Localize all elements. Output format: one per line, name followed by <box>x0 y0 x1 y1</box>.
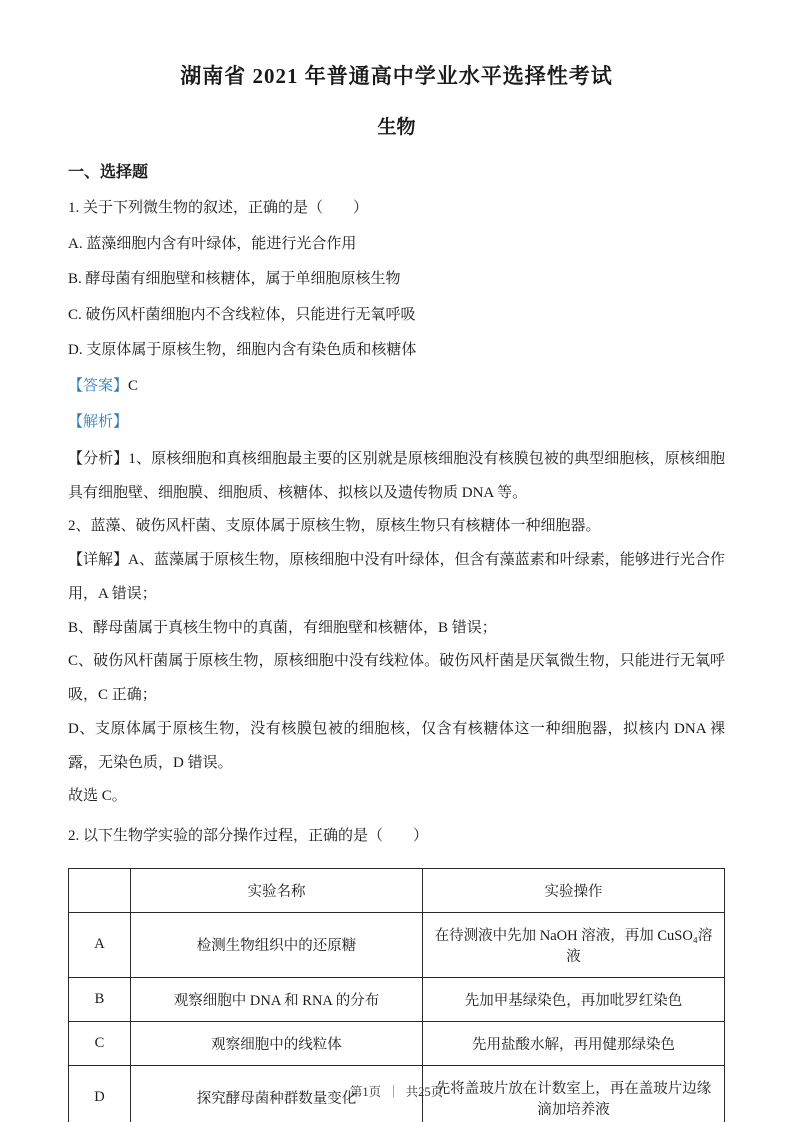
row-label: D <box>69 1065 131 1122</box>
q1-conclusion: 故选 C。 <box>68 788 127 805</box>
jiexi-tag: 【解析】 <box>68 414 129 431</box>
q1-jiexi-line <box>68 408 725 437</box>
q1-fenxi-paragraph-1 <box>68 443 725 511</box>
table-row <box>69 1021 725 1065</box>
table-row <box>69 912 725 977</box>
row-experiment-name: 观察细胞中的线粒体 <box>131 1021 423 1065</box>
row-label: B <box>69 977 131 1021</box>
row-experiment-name: 探究酵母菌种群数量变化 <box>131 1065 423 1122</box>
q1-fenxi-paragraph-2: 2、蓝藻、破伤风杆菌、支原体属于原核生物，原核生物只有核糖体一种细胞器。 <box>68 518 601 535</box>
xiangjie-text-a: A、蓝藻属于原核生物，原核细胞中没有叶绿体，但含有藻蓝素和叶绿素，能够进行光合作用，A 错误； <box>68 552 725 602</box>
q1-option-c: C. 破伤风杆菌细胞内不含线粒体，只能进行无氧呼吸 <box>68 306 416 323</box>
q1-xiangjie-paragraph-a <box>68 544 725 612</box>
answer-tag: 【答案】 <box>68 377 129 394</box>
page-subtitle: 生物 <box>377 117 416 138</box>
q1-option-d: D. 支原体属于原核生物，细胞内含有染色质和核糖体 <box>68 342 417 359</box>
row-label: A <box>69 912 131 977</box>
page-title: 湖南省 2021 年普通高中学业水平选择性考试 <box>180 64 613 88</box>
page-footer <box>0 1082 793 1100</box>
table-header-name: 实验名称 <box>131 868 423 912</box>
row-label: C <box>69 1021 131 1065</box>
table-row <box>69 977 725 1021</box>
table-header-blank <box>69 868 131 912</box>
q1-option-a: A. 蓝藻细胞内含有叶绿体，能进行光合作用 <box>68 235 357 252</box>
footer-total-pages: 共25页 <box>405 1085 444 1099</box>
section-heading: 一、选择题 <box>68 164 149 181</box>
table-header-operation: 实验操作 <box>423 868 725 912</box>
row-experiment-operation: 先用盐酸水解，再用健那绿染色 <box>423 1021 725 1065</box>
row-experiment-name: 检测生物组织中的还原糖 <box>131 912 423 977</box>
answer-value: C <box>128 377 139 394</box>
row-experiment-name: 观察细胞中 DNA 和 RNA 的分布 <box>131 977 423 1021</box>
q1-xiangjie-paragraph-c: C、破伤风杆菌属于原核生物，原核细胞中没有线粒体。破伤风杆菌是厌氧微生物，只能进行无氧呼吸，C 正确； <box>68 653 725 703</box>
row-experiment-operation: 先加甲基绿染色，再加吡罗红染色 <box>423 977 725 1021</box>
q1-option-b: B. 酵母菌有细胞壁和核糖体，属于单细胞原核生物 <box>68 271 401 288</box>
footer-page-number: 第1页 <box>349 1085 382 1099</box>
row-experiment-operation: 在待测液中先加 NaOH 溶液，再加 CuSO₄溶液 <box>423 912 725 977</box>
q1-answer-line <box>68 372 725 401</box>
row-experiment-operation: 先将盖玻片放在计数室上，再在盖玻片边缘滴加培养液 <box>423 1065 725 1122</box>
fenxi-tag: 【分析】 <box>68 450 129 467</box>
xiangjie-tag: 【详解】 <box>68 552 129 568</box>
q2-stem: 2. 以下生物学实验的部分操作过程，正确的是（ ） <box>68 828 429 844</box>
q1-stem: 1. 关于下列微生物的叙述，正确的是（ ） <box>68 200 369 216</box>
q1-xiangjie-paragraph-d: D、支原体属于原核生物，没有核膜包被的细胞核，仅含有核糖体这一种细胞器，拟核内 DNA 裸露，无染色质，D 错误。 <box>68 720 725 771</box>
q1-xiangjie-paragraph-b: B、酵母菌属于真核生物中的真菌，有细胞壁和核糖体，B 错误； <box>68 619 497 636</box>
footer-divider: ｜ <box>387 1085 400 1099</box>
fenxi-text-1: 1、原核细胞和真核细胞最主要的区别就是原核细胞没有核膜包被的典型细胞核，原核细胞具有细胞壁、细胞膜、细胞质、核糖体、拟核以及遗传物质 DNA 等。 <box>68 450 725 501</box>
table-header-row <box>69 868 725 912</box>
